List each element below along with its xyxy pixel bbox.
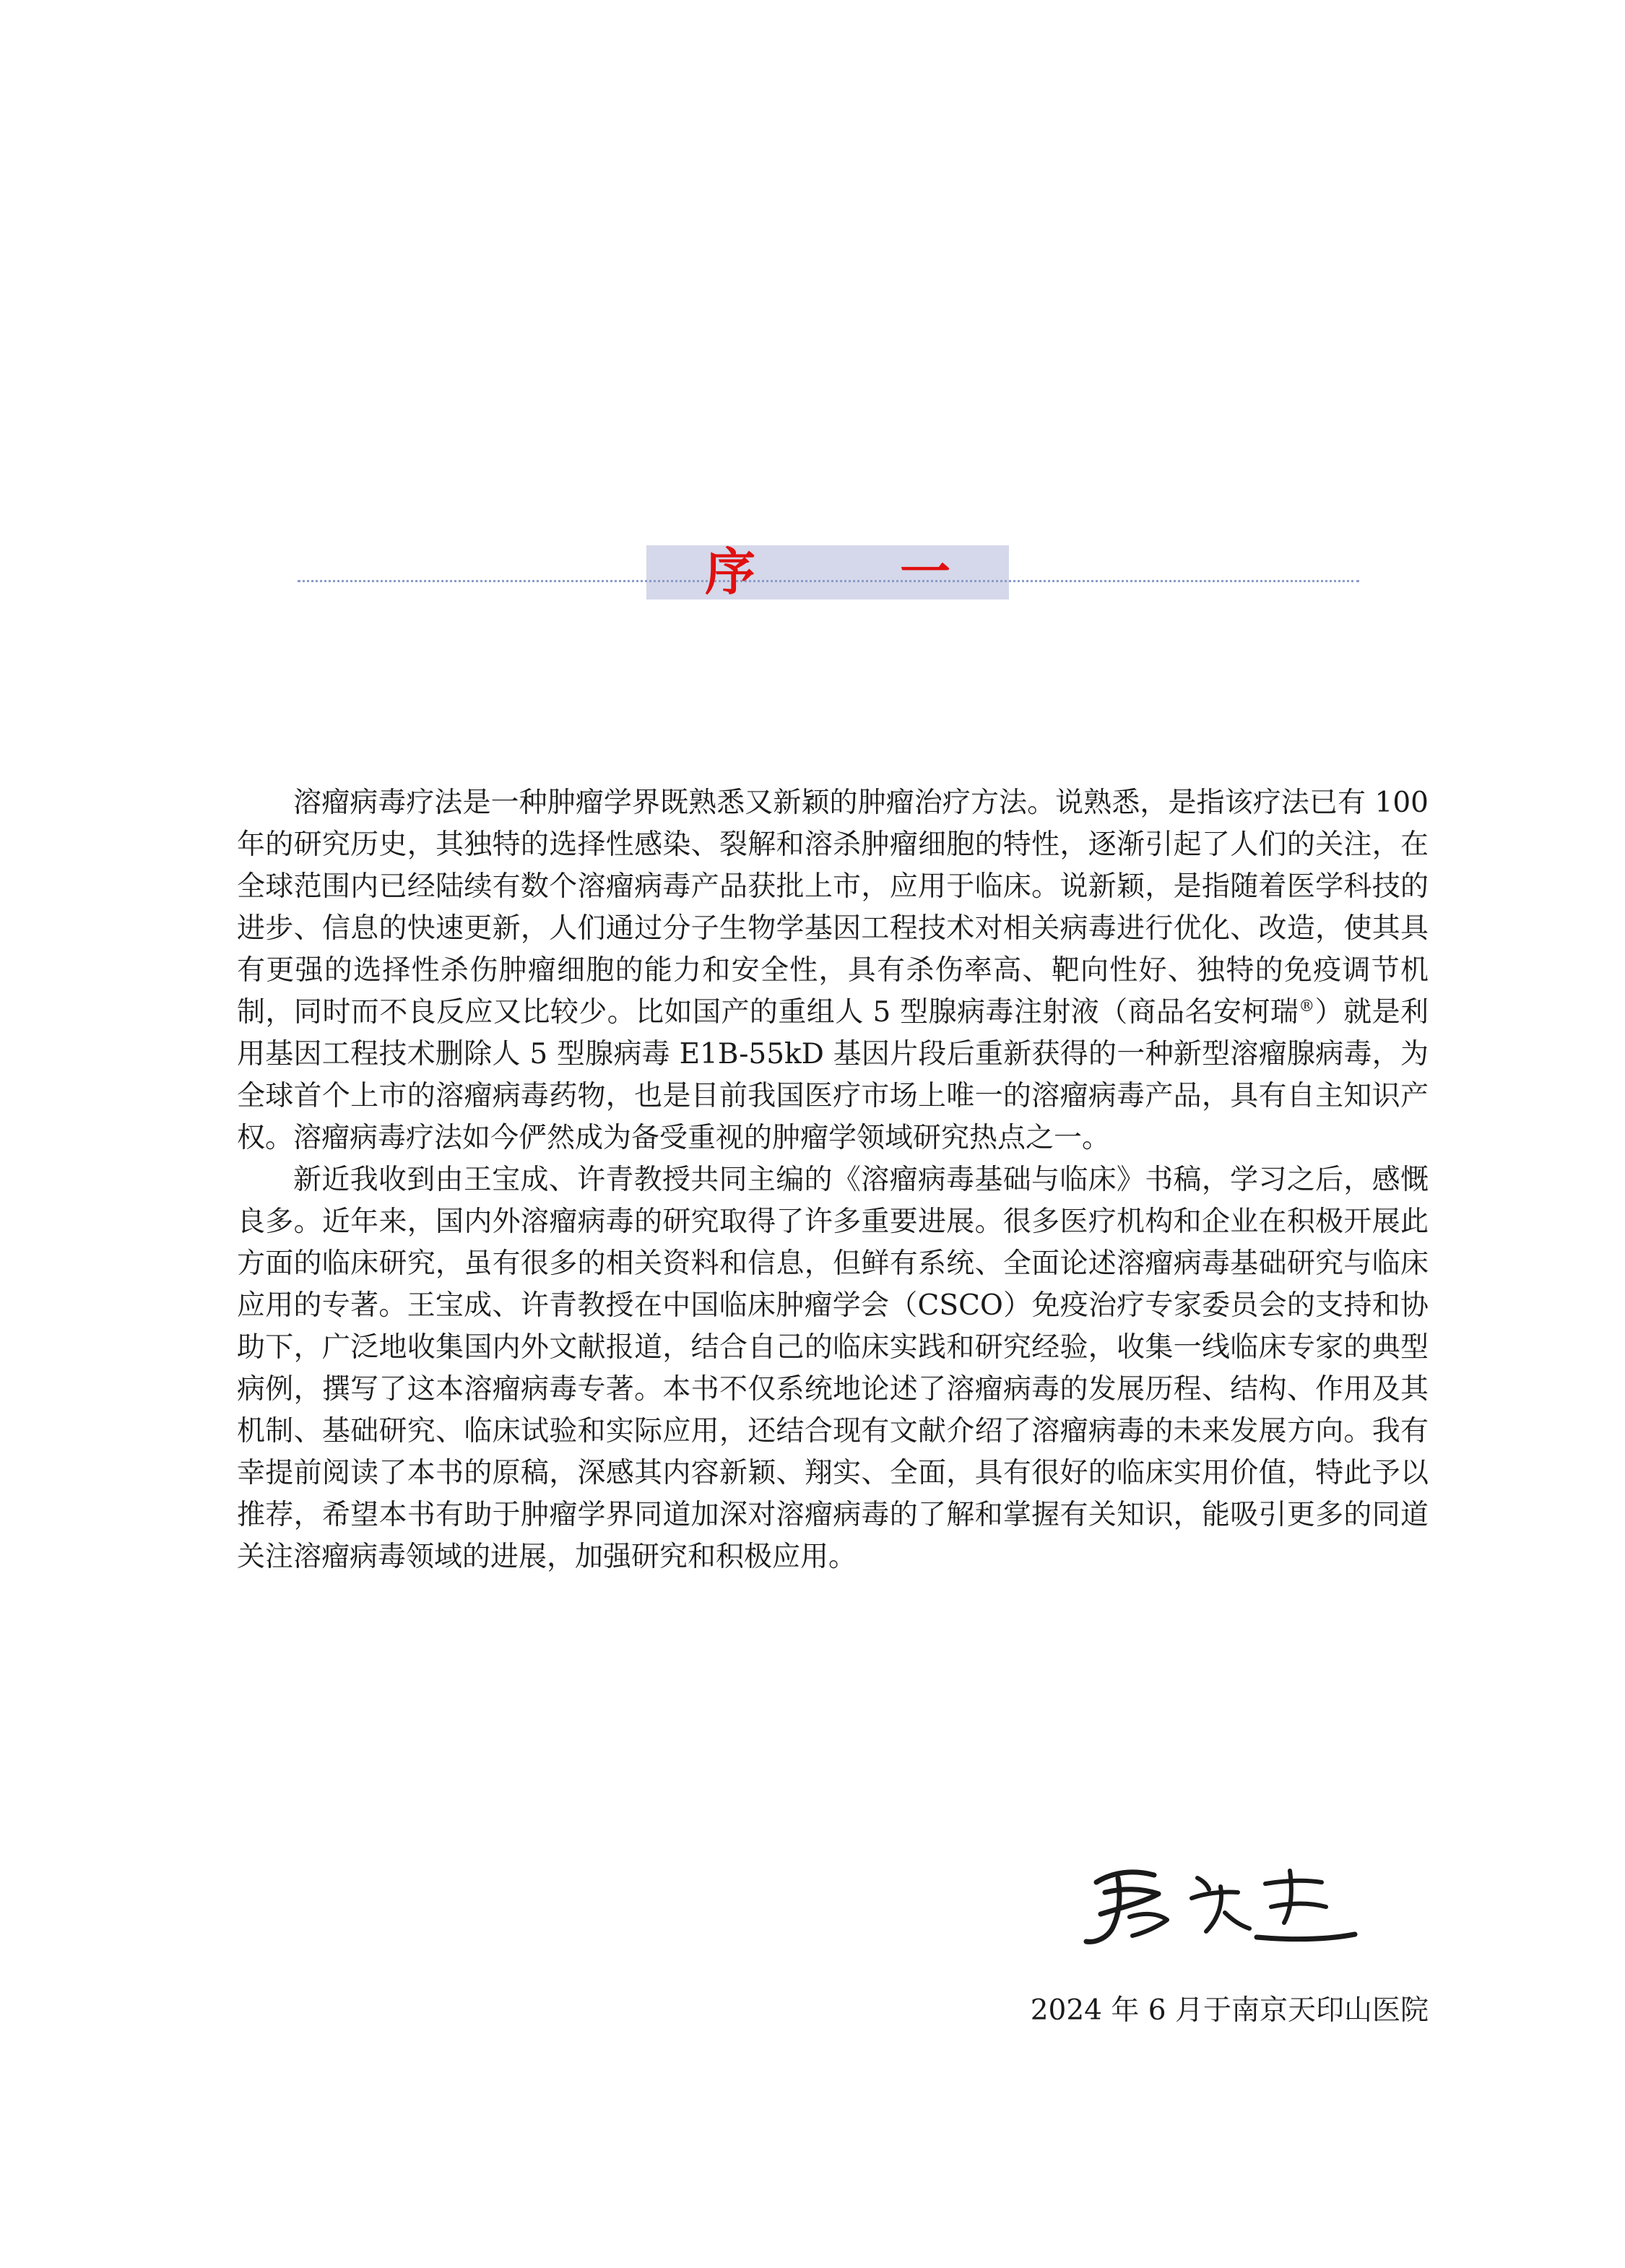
page-title: 序一	[705, 542, 1095, 602]
paragraph-1: 溶瘤病毒疗法是一种肿瘤学界既熟悉又新颖的肿瘤治疗方法。说熟悉，是指该疗法已有 100 年的研究历史，其独特的选择性感染、裂解和溶杀肿瘤细胞的特性，逐渐引起了人们的关注，在全球范围内已经陆续有数个溶瘤病毒产品获批上市，应用于临床。说新颖，是指随着医学科技的进步、信息的快速更新，人们通过分子生物学基因工程技术对相关病毒进行优化、改造，使其具有更强的选择性杀伤肿瘤细胞的能力和安全性，具有杀伤率高、靶向性好、独特的免疫调节机制，同时而不良反应又比较少。比如国产的重组人 5 型腺病毒注射液（商品名安柯瑞®）就是利用基因工程技术删除人 5 型腺病毒 E1B-55kD 基因片段后重新获得的一种新型溶瘤腺病毒，为全球首个上市的溶瘤病毒药物，也是目前我国医疗市场上唯一的溶瘤病毒产品，具有自主知识产权。溶瘤病毒疗法如今俨然成为备受重视的肿瘤学领域研究热点之一。	[237, 787, 1429, 1154]
paragraph-2: 新近我收到由王宝成、许青教授共同主编的《溶瘤病毒基础与临床》书稿，学习之后，感慨良多。近年来，国内外溶瘤病毒的研究取得了许多重要进展。很多医疗机构和企业在积极开展此方面的临床研究，虽有很多的相关资料和信息，但鲜有系统、全面论述溶瘤病毒基础研究与临床应用的专著。王宝成、许青教授在中国临床肿瘤学会（CSCO）免疫治疗专家委员会的支持和协助下，广泛地收集国内外文献报道，结合自己的临床实践和研究经验，收集一线临床专家的典型病例，撰写了这本溶瘤病毒专著。本书不仅系统地论述了溶瘤病毒的发展历程、结构、作用及其机制、基础研究、临床试验和实际应用，还结合现有文献介绍了溶瘤病毒的未来发展方向。我有幸提前阅读了本书的原稿，深感其内容新颖、翔实、全面，具有很好的临床实用价值，特此予以推荐，希望本书有助于肿瘤学界同道加深对溶瘤病毒的了解和掌握有关知识，能吸引更多的同道关注溶瘤病毒领域的进展，加强研究和积极应用。	[237, 1164, 1429, 1573]
body-text	[237, 782, 1429, 1578]
handwritten-signature	[1076, 1856, 1358, 1957]
dateline: 2024 年 6 月于南京天印山医院	[1030, 1994, 1429, 2027]
registered-mark: ®	[1299, 997, 1315, 1016]
